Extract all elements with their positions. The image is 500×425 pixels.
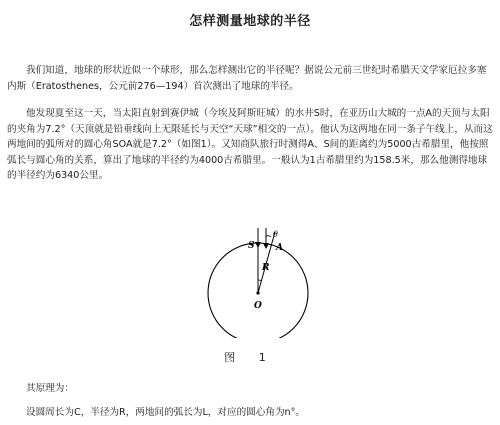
- angle-arc-center: [258, 280, 262, 281]
- paragraph-intro: 我们知道，地球的形状近似一个球形，那么怎样测出它的半径呢？据说公元前三世纪时希腊天文学家厄拉多塞内斯（Eratosthenes，公元前276—194）首次测出了地球的半径。: [7, 65, 487, 92]
- label-theta: θ: [273, 230, 278, 239]
- label-s: S: [248, 241, 255, 251]
- center-point: [256, 291, 259, 294]
- label-r: R: [262, 263, 270, 273]
- figure-earth-diagram: [190, 228, 310, 338]
- page-title: 怎样测量地球的半径: [189, 14, 311, 29]
- label-o: O: [254, 301, 262, 311]
- label-a: A: [276, 243, 283, 253]
- angle-arc-top: [266, 236, 271, 237]
- principle-heading: 其原理为：: [26, 383, 74, 394]
- principle-definition: 设圆周长为C，半径为R，两地间的弧长为L，对应的圆心角为n°。: [26, 407, 306, 418]
- figure-caption: 图 1: [224, 351, 276, 364]
- paragraph-method: 他发现夏至这一天，当太阳直射到赛伊城（今埃及阿斯旺城）的水井S时，在亚历山大城的一点A的天顶与太阳的夹角为7.2°（天顶就是铅垂线向上无限延长与天空“天球”相交的一点）。他认为这两地在同一条子午线上，从而这两地间的弧所对的圆心角SOA就是7.2°（如图1）。又知商队旅行时测得A、S间的距离约为5000古希腊里，他按照弧长与圆心角的关系，算出了地球的半径约为4000古希腊里。一般认为1古希腊里约为158.5米，那么他测得地球的半径约为6340公里。: [7, 108, 493, 181]
